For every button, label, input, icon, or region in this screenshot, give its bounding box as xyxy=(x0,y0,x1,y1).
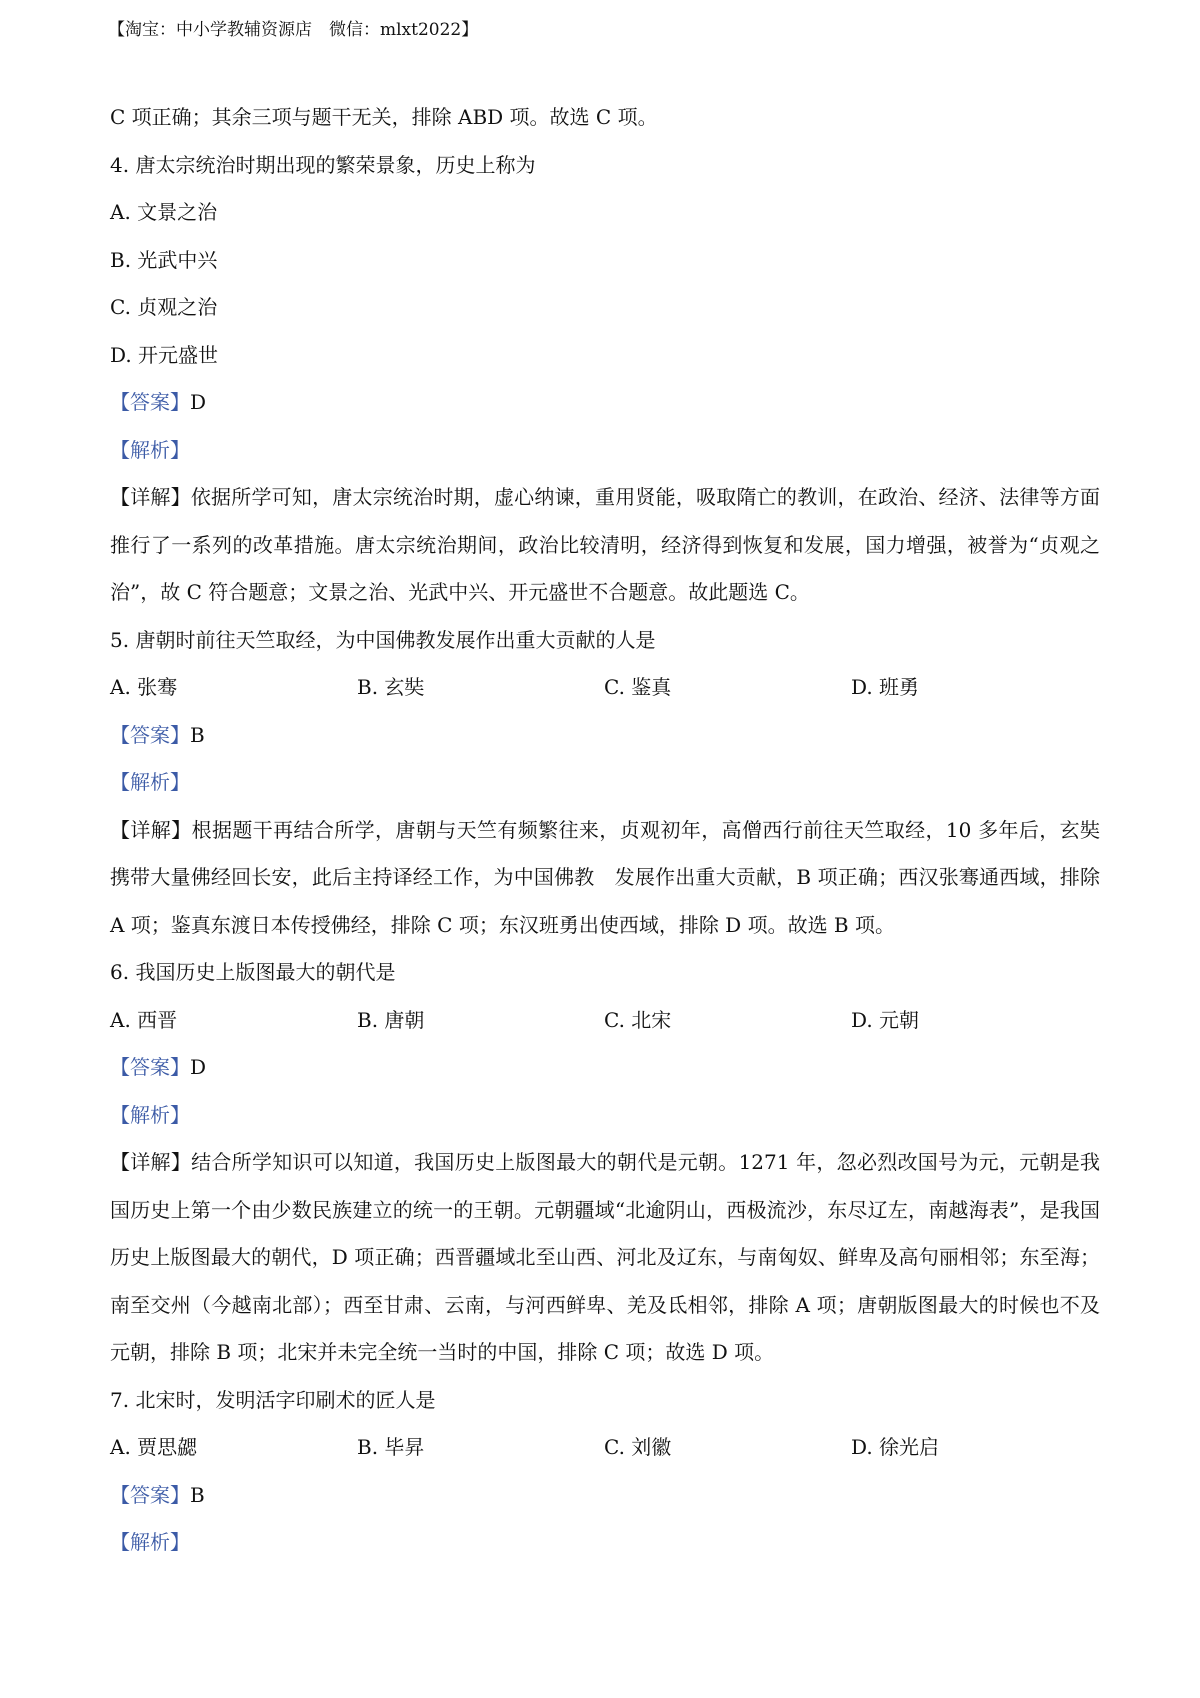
detail-text: 根据题干再结合所学，唐朝与天竺有频繁往来，贞观初年，高僧西行前往天竺取经，10 多年后，玄奘携带大量佛经回长安，此后主持译经工作，为中国佛教 发展作出重大贡献，B 项正确；西汉张骞通西域，排除 A 项；鉴真东渡日本传授佛经，排除 C 项；东汉班勇出使西域，排除 D 项。故选 B 项。 xyxy=(110,817,1101,937)
answer-value: D xyxy=(190,390,207,414)
analysis-label: 【解析】 xyxy=(110,1530,190,1554)
option-a: A. 文景之治 xyxy=(110,200,218,224)
page-header: 【淘宝：中小学教辅资源店 微信：mlxt2022】 xyxy=(108,20,479,40)
answer-label: 【答案】 xyxy=(110,722,190,747)
detail-paragraph xyxy=(110,474,1100,617)
question-stem: 4. 唐太宗统治时期出现的繁荣景象，历史上称为 xyxy=(110,152,536,177)
option-b: B. 毕昇 xyxy=(357,1435,425,1459)
answer-line xyxy=(110,712,1100,760)
option-c: C. 贞观之治 xyxy=(110,295,218,319)
option-a: A. 张骞 xyxy=(110,675,178,699)
answer-line xyxy=(110,379,1100,427)
option-c: C. 鉴真 xyxy=(604,675,672,699)
option-d: D. 徐光启 xyxy=(851,1435,940,1459)
question-stem: 7. 北宋时，发明活字印刷术的匠人是 xyxy=(110,1387,436,1412)
question-6 xyxy=(110,949,1100,1377)
option-a: A. 贾思勰 xyxy=(110,1435,198,1459)
option-d: D. 元朝 xyxy=(851,1007,920,1032)
detail-label: 【详解】 xyxy=(110,1150,192,1174)
answer-value: B xyxy=(190,1482,205,1507)
answer-label: 【答案】 xyxy=(110,390,190,414)
option-d: D. 班勇 xyxy=(851,675,920,699)
answer-value: B xyxy=(190,722,205,747)
analysis-label: 【解析】 xyxy=(110,770,190,794)
detail-text: 依据所学可知，唐太宗统治时期，虚心纳谏，重用贤能，吸取隋亡的教训，在政治、经济、法律等方面推行了一系列的改革措施。唐太宗统治期间，政治比较清明，经济得到恢复和发展，国力增强，被誉为“贞观之治”，故 C 符合题意；文景之治、光武中兴、开元盛世不合题意。故此题选 C。 xyxy=(110,485,1101,604)
question-7 xyxy=(110,1377,1100,1567)
document-body xyxy=(110,94,1100,1567)
detail-paragraph xyxy=(110,807,1100,950)
options-row xyxy=(110,664,1100,712)
answer-value: D xyxy=(190,1055,207,1079)
answer-label: 【答案】 xyxy=(110,1482,190,1507)
answer-label: 【答案】 xyxy=(110,1055,190,1079)
intro-line: C 项正确；其余三项与题干无关，排除 ABD 项。故选 C 项。 xyxy=(110,105,658,129)
option-c: C. 北宋 xyxy=(604,1007,672,1032)
question-stem: 6. 我国历史上版图最大的朝代是 xyxy=(110,960,396,984)
options-row xyxy=(110,1424,1100,1472)
option-b: B. 光武中兴 xyxy=(110,247,218,272)
option-a: A. 西晋 xyxy=(110,1007,178,1032)
question-stem: 5. 唐朝时前往天竺取经，为中国佛教发展作出重大贡献的人是 xyxy=(110,627,656,652)
detail-text: 结合所学知识可以知道，我国历史上版图最大的朝代是元朝。1271 年，忽必烈改国号为元，元朝是我国历史上第一个由少数民族建立的统一的王朝。元朝疆域“北逾阴山，西极流沙，东尽辽左，南越海表”，是我国历史上版图最大的朝代，D 项正确；西晋疆域北至山西、河北及辽东，与南匈奴、鲜卑及高句丽相邻；东至海；南至交州（今越南北部）；西至甘肃、云南，与河西鲜卑、羌及氐相邻，排除 A 项；唐朝版图最大的时候也不及元朝，排除 B 项；北宋并未完全统一当时的中国，排除 C 项；故选 D 项。 xyxy=(110,1150,1100,1364)
detail-paragraph xyxy=(110,1139,1100,1377)
analysis-label: 【解析】 xyxy=(110,1102,190,1127)
options-row xyxy=(110,997,1100,1045)
analysis-label: 【解析】 xyxy=(110,437,190,462)
answer-line xyxy=(110,1472,1100,1520)
question-4 xyxy=(110,142,1100,617)
detail-label: 【详解】 xyxy=(110,817,192,842)
option-b: B. 玄奘 xyxy=(357,675,425,699)
detail-label: 【详解】 xyxy=(110,485,191,509)
option-d: D. 开元盛世 xyxy=(110,342,219,367)
answer-line xyxy=(110,1044,1100,1092)
option-c: C. 刘徽 xyxy=(604,1435,672,1459)
question-5 xyxy=(110,617,1100,950)
option-b: B. 唐朝 xyxy=(357,1007,425,1032)
